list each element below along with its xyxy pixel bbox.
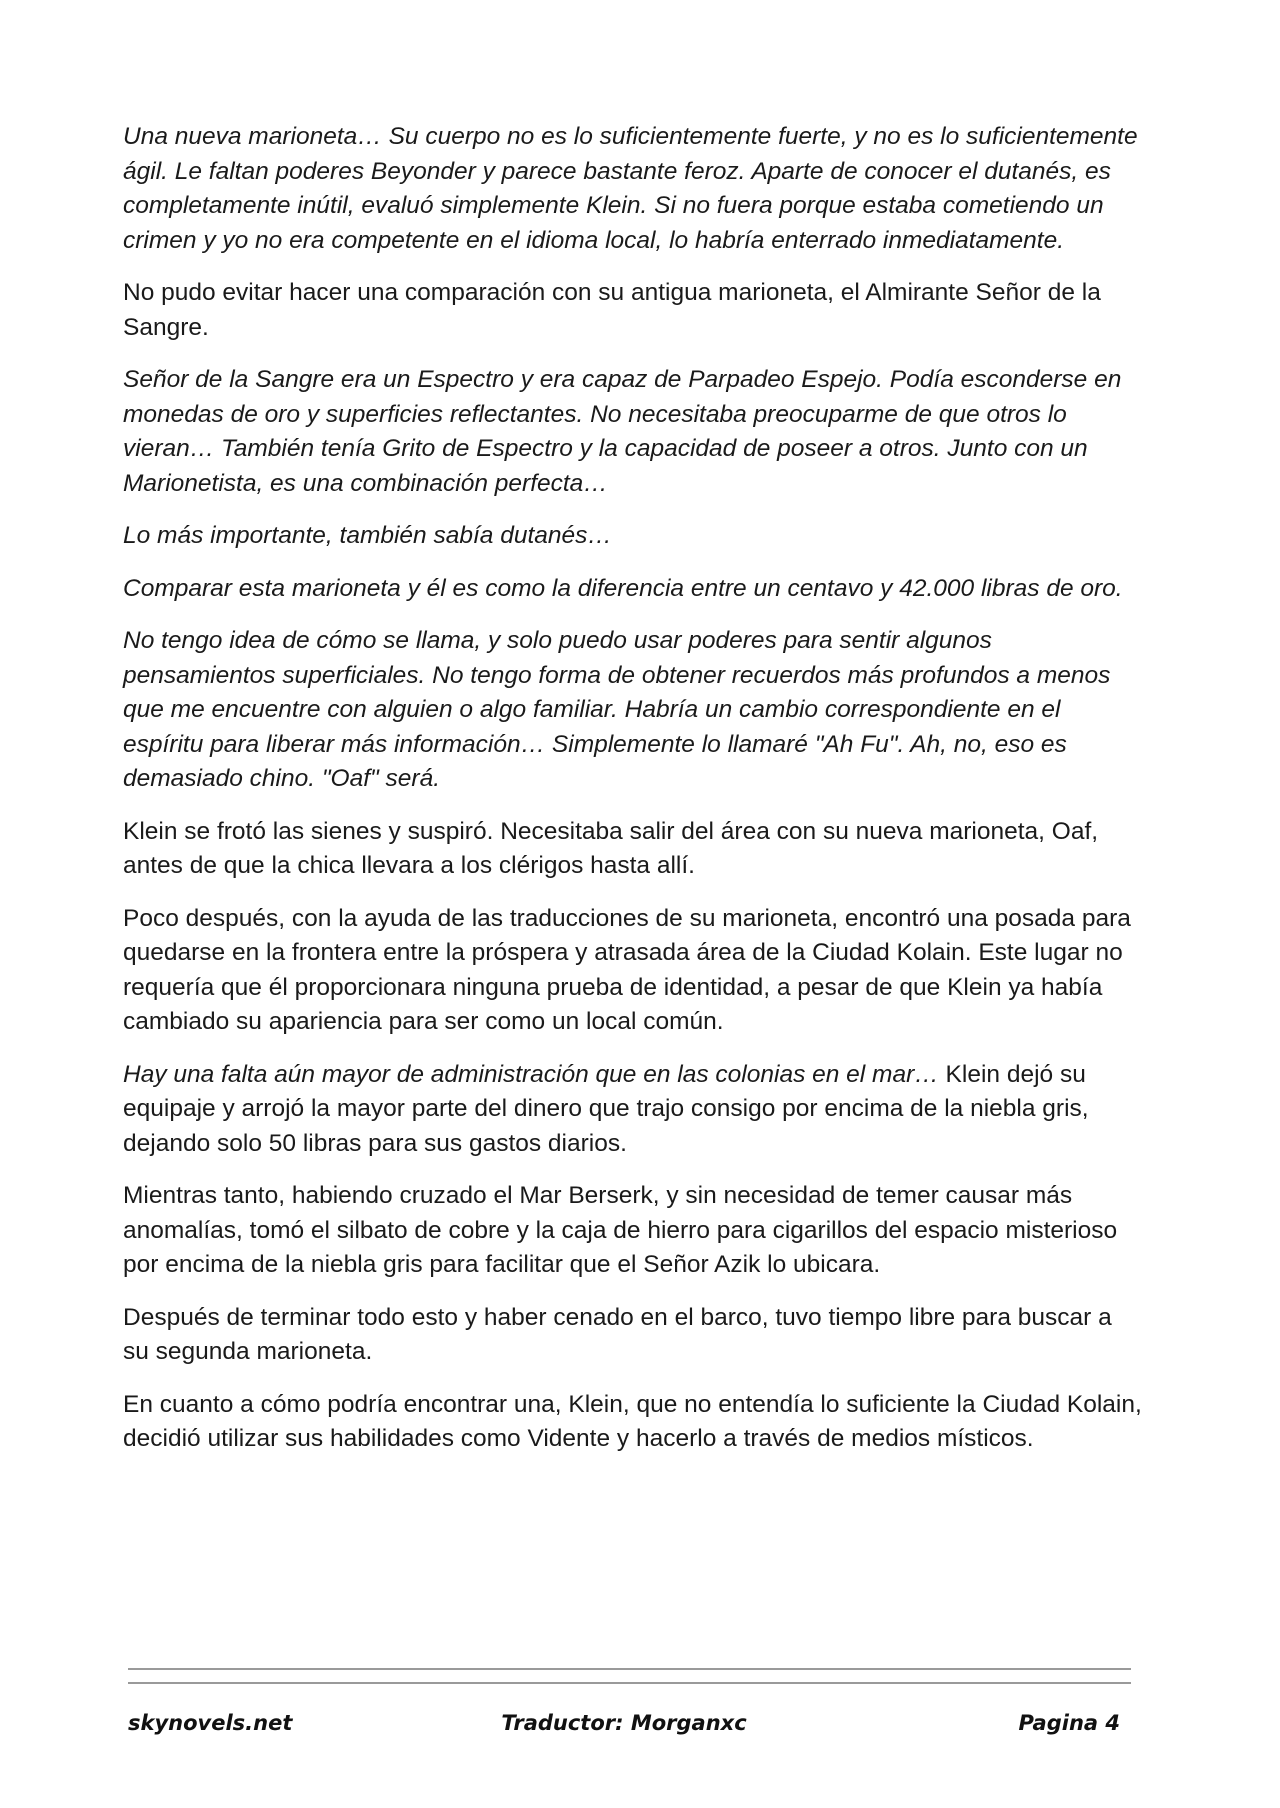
footer-page-number: Pagina 4	[1018, 1711, 1120, 1735]
paragraph	[123, 902, 1143, 1040]
footer-rule-bottom	[128, 1682, 1131, 1684]
paragraph	[123, 624, 1143, 797]
paragraph	[123, 1301, 1143, 1370]
paragraph	[123, 815, 1143, 884]
paragraph-text: Mientras tanto, habiendo cruzado el Mar Berserk, y sin necesidad de temer causar más anomalías, tomó el silbato de cobre y la caja de hierro para cigarillos del espacio misterioso por encima de la niebla gris para facilitar que el Señor Azik lo ubicara.	[123, 1182, 1118, 1278]
footer-divider	[128, 1668, 1131, 1696]
footer-site: skynovels.net	[128, 1711, 293, 1735]
paragraph	[123, 276, 1143, 345]
paragraph-italic-text: Hay una falta aún mayor de administración que en las colonias en el mar…	[123, 1060, 939, 1088]
paragraph-italic-text: Lo más importante, también sabía dutanés…	[123, 522, 612, 549]
paragraph	[123, 1179, 1143, 1283]
paragraph-text: Klein se frotó las sienes y suspiró. Necesitaba salir del área con su nueva marioneta, Oaf, antes de que la chica llevara a los clérigos hasta allí.	[123, 817, 1099, 879]
paragraph-italic-text: No tengo idea de cómo se llama, y solo puedo usar poderes para sentir algunos pensamientos superficiales. No tengo forma de obtener recuerdos más profundos a menos que me encuentre con alguien o algo familiar. Habría un cambio correspondiente en el espíritu para liberar más información… Simplemente lo llamaré "Ah Fu". Ah, no, eso es demasiado chino. "Oaf" será.	[123, 627, 1111, 792]
body-text	[123, 120, 1143, 1475]
paragraph-text: Klein dejó su equipaje y arrojó la mayor parte del dinero que trajo consigo por encima de la niebla gris, dejando solo 50 libras para sus gastos diarios.	[123, 1060, 1089, 1157]
paragraph	[123, 120, 1143, 258]
paragraph-italic-text: Una nueva marioneta… Su cuerpo no es lo suficientemente fuerte, y no es lo suficientemente ágil. Le faltan poderes Beyonder y parece bastante feroz. Aparte de conocer el dutanés, es completamente inútil, evaluó simplemente Klein. Si no fuera porque estaba cometiendo un crimen y yo no era competente en el idioma local, lo habría enterrado inmediatamente.	[123, 123, 1138, 254]
paragraph-italic-text: Señor de la Sangre era un Espectro y era capaz de Parpadeo Espejo. Podía esconderse en monedas de oro y superficies reflectantes. No necesitaba preocuparme de que otros lo vieran… También tenía Grito de Espectro y la capacidad de poseer a otros. Junto con un Marionetista, es una combinación perfecta…	[123, 366, 1122, 497]
paragraph-italic-text: Comparar esta marioneta y él es como la diferencia entre un centavo y 42.000 libras de oro.	[123, 574, 1123, 602]
paragraph-text: Después de terminar todo esto y haber cenado en el barco, tuvo tiempo libre para buscar a su segunda marioneta.	[123, 1303, 1112, 1365]
paragraph	[123, 1388, 1143, 1457]
paragraph	[123, 1058, 1143, 1162]
paragraph-text: No pudo evitar hacer una comparación con su antigua marioneta, el Almirante Señor de la Sangre.	[123, 279, 1101, 341]
footer-translator: Traductor: Morganxc	[501, 1711, 747, 1735]
paragraph	[123, 519, 1143, 554]
footer-rule-top	[128, 1668, 1131, 1670]
paragraph-text: En cuanto a cómo podría encontrar una, Klein, que no entendía lo suficiente la Ciudad Kolain, decidió utilizar sus habilidades como Vidente y hacerlo a través de medios místicos.	[123, 1390, 1142, 1452]
paragraph	[123, 572, 1143, 607]
paragraph-text: Poco después, con la ayuda de las traducciones de su marioneta, encontró una posada para quedarse en la frontera entre la próspera y atrasada área de la Ciudad Kolain. Este lugar no requería que él proporcionara ninguna prueba de identidad, a pesar de que Klein ya había cambiado su apariencia para ser como un local común.	[123, 904, 1131, 1035]
paragraph	[123, 363, 1143, 501]
page-footer	[128, 1711, 1120, 1747]
